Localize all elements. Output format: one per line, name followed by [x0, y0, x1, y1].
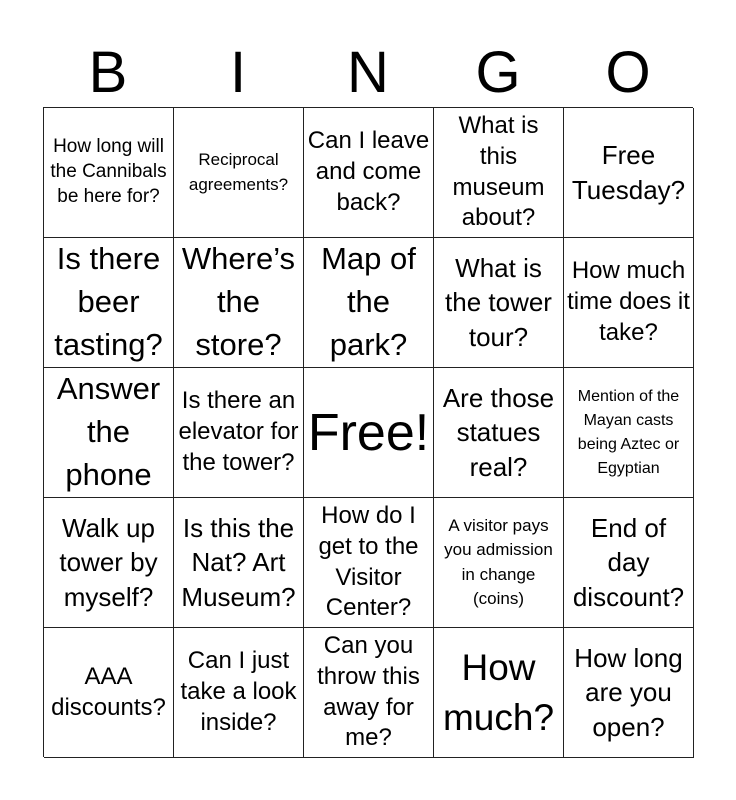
- bingo-cell-r3c1[interactable]: [44, 368, 174, 498]
- bingo-cell-r1c1[interactable]: [44, 108, 174, 238]
- cell-text: Can you throw this away for me?: [317, 632, 420, 752]
- header-letter-n: N: [347, 40, 389, 105]
- cell-text: How do I get to the Visitor Center?: [318, 502, 419, 622]
- cell-text: Can I leave and come back?: [307, 127, 430, 216]
- bingo-cell-r1c3[interactable]: [304, 108, 434, 238]
- header-letter-b: B: [88, 40, 128, 105]
- bingo-cell-r5c5[interactable]: [564, 628, 694, 758]
- cell-text: Mention of the Mayan casts being Aztec or Egyptian: [577, 387, 680, 477]
- bingo-cell-r1c4[interactable]: [434, 108, 564, 238]
- cell-text: Are those statues real?: [442, 383, 555, 482]
- bingo-cell-r2c3[interactable]: [304, 238, 434, 368]
- bingo-cell-r5c3[interactable]: [304, 628, 434, 758]
- cell-text: What is this museum about?: [452, 112, 545, 232]
- cell-text: Reciprocal agreements?: [188, 150, 289, 194]
- cell-text: Walk up tower by myself?: [59, 513, 158, 612]
- bingo-cell-r5c4[interactable]: [434, 628, 564, 758]
- bingo-cell-r2c4[interactable]: [434, 238, 564, 368]
- cell-text: How long are you open?: [574, 643, 683, 742]
- header-letter-o: O: [605, 40, 651, 105]
- cell-text: Is this the Nat? Art Museum?: [181, 513, 296, 612]
- cell-text: End of day discount?: [572, 513, 685, 612]
- cell-text: AAA discounts?: [51, 662, 166, 721]
- cell-text: Is there beer tasting?: [54, 241, 163, 362]
- cell-text: How much?: [442, 646, 555, 738]
- bingo-cell-r1c2[interactable]: [174, 108, 304, 238]
- header-letter-i: I: [229, 40, 247, 105]
- cell-text: Map of the park?: [321, 241, 416, 362]
- header-letter-g: G: [475, 40, 521, 105]
- bingo-grid: [43, 107, 693, 757]
- bingo-header: [43, 40, 693, 106]
- bingo-cell-r4c5[interactable]: [564, 498, 694, 628]
- cell-text: Free Tuesday?: [571, 140, 686, 205]
- cell-text: How much time does it take?: [567, 257, 690, 346]
- bingo-cell-r2c5[interactable]: [564, 238, 694, 368]
- bingo-cell-r4c3[interactable]: [304, 498, 434, 628]
- bingo-cell-r2c2[interactable]: [174, 238, 304, 368]
- bingo-cell-free[interactable]: [304, 368, 434, 498]
- cell-text: A visitor pays you admission in change (coins): [444, 516, 553, 608]
- bingo-cell-r4c2[interactable]: [174, 498, 304, 628]
- bingo-cell-r3c5[interactable]: [564, 368, 694, 498]
- bingo-cell-r5c1[interactable]: [44, 628, 174, 758]
- cell-text: Free!: [307, 403, 430, 462]
- cell-text: How long will the Cannibals be here for?: [50, 136, 167, 207]
- cell-text: Where’s the store?: [181, 241, 296, 362]
- cell-text: Is there an elevator for the tower?: [178, 387, 299, 476]
- cell-text: What is the tower tour?: [445, 253, 552, 352]
- cell-text: Can I just take a look inside?: [180, 647, 297, 736]
- bingo-cell-r5c2[interactable]: [174, 628, 304, 758]
- bingo-cell-r4c4[interactable]: [434, 498, 564, 628]
- bingo-cell-r3c2[interactable]: [174, 368, 304, 498]
- bingo-cell-r3c4[interactable]: [434, 368, 564, 498]
- bingo-cell-r4c1[interactable]: [44, 498, 174, 628]
- bingo-cell-r2c1[interactable]: [44, 238, 174, 368]
- cell-text: Answer the phone: [56, 371, 161, 492]
- bingo-cell-r1c5[interactable]: [564, 108, 694, 238]
